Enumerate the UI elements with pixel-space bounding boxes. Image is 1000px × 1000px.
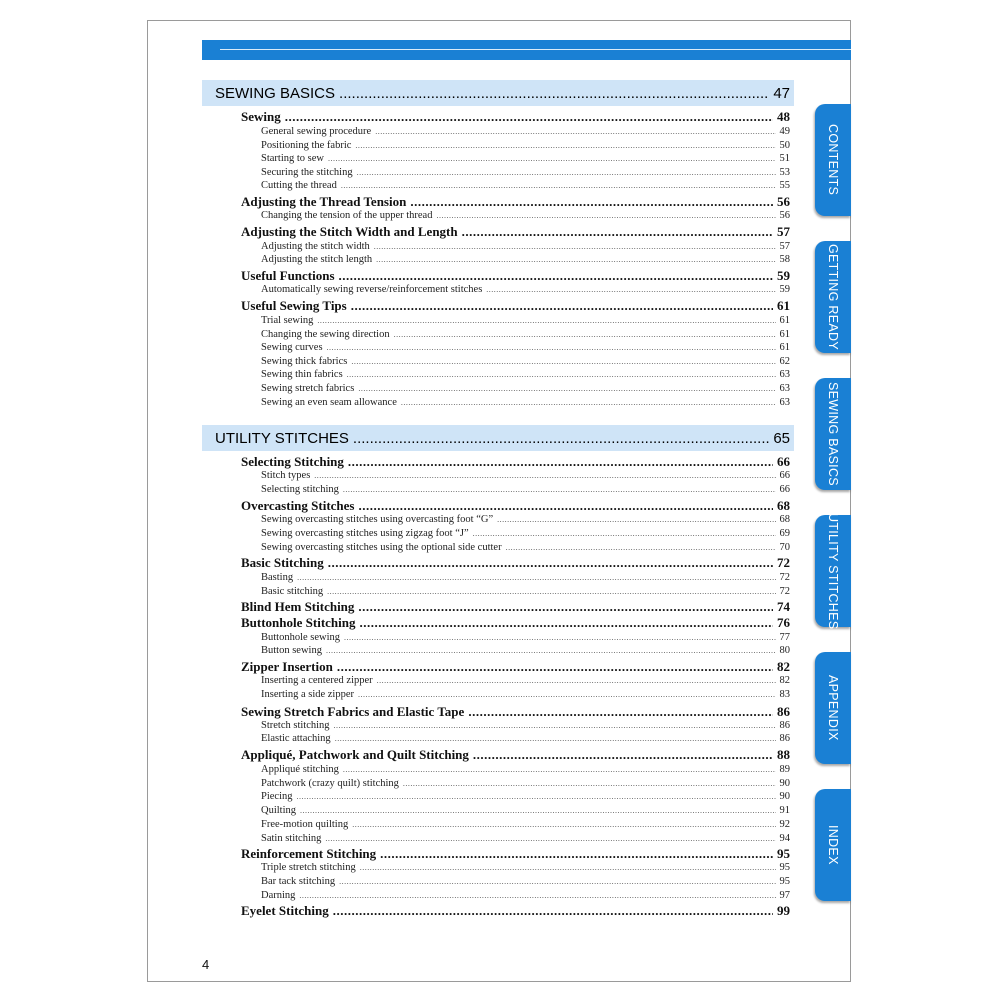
entry-page: 72 [779,586,790,597]
entry-page: 95 [779,876,790,887]
entry-label: Inserting a centered zipper [261,675,373,686]
leader-dots [468,704,773,719]
toc-subentry[interactable] [261,355,790,368]
toc-subentry[interactable] [261,152,790,165]
toc-subentry[interactable] [261,644,790,657]
tab-getting-ready[interactable] [815,241,851,353]
toc-entry[interactable] [241,704,790,719]
toc-subentry[interactable] [261,283,790,296]
entry-label: Inserting a side zipper [261,689,355,700]
entry-label: Selecting Stitching [241,454,344,469]
leader-dots [360,861,776,874]
leader-dots [327,341,776,354]
toc-entry[interactable] [241,615,790,630]
entry-label: Changing the tension of the upper thread [261,210,433,221]
leader-dots [353,426,769,452]
section-title: UTILITY STITCHES [215,430,349,447]
entry-label: Selecting stitching [261,484,339,495]
leader-dots [344,631,775,644]
entry-page: 94 [779,833,790,844]
entry-page: 80 [779,645,790,656]
entry-page: 92 [779,819,790,830]
section-page: 65 [773,430,790,447]
toc-subentry[interactable] [261,396,790,409]
entry-label: Sewing thick fabrics [261,356,348,367]
tab-appendix[interactable] [815,652,851,764]
leader-dots [486,283,775,296]
entry-page: 63 [779,383,790,394]
entry-label: Satin stitching [261,833,322,844]
entry-label: Button sewing [261,645,322,656]
entry-page: 69 [779,528,790,539]
leader-dots [299,889,775,902]
toc-subentry[interactable] [261,719,790,732]
entry-label: Sewing Stretch Fabrics and Elastic Tape [241,704,465,719]
entry-label: Sewing thin fabrics [261,369,343,380]
tab-utility-stitches[interactable] [815,512,851,630]
toc-subentry[interactable] [261,875,790,888]
entry-label: Positioning the fabric [261,140,352,151]
toc-subentry[interactable] [261,818,790,831]
entry-label: Elastic attaching [261,733,331,744]
leader-dots [326,644,776,657]
toc-subentry[interactable] [261,631,790,644]
entry-page: 66 [779,484,790,495]
entry-label: Basic Stitching [241,555,324,570]
entry-page: 61 [777,298,790,313]
entry-page: 74 [777,599,790,614]
toc-subentry[interactable] [261,732,790,745]
toc-entry[interactable] [241,747,790,762]
tab-sewing-basics[interactable] [815,378,851,490]
leader-dots [285,109,773,124]
leader-dots [334,719,776,732]
entry-label: Adjusting the Stitch Width and Length [241,224,458,239]
leader-dots [360,615,774,630]
entry-label: Buttonhole Stitching [241,615,356,630]
entry-page: 51 [779,153,790,164]
toc-subentry[interactable] [261,527,790,540]
toc-subentry[interactable] [261,368,790,381]
entry-page: 58 [779,254,790,265]
entry-page: 83 [779,689,790,700]
toc-subentry[interactable] [261,166,790,179]
entry-label: Quilting [261,805,297,816]
toc-subentry[interactable] [261,585,790,598]
toc-subentry[interactable] [261,328,790,341]
leader-dots [377,674,776,687]
leader-dots [394,328,776,341]
leader-dots [374,240,776,253]
toc-subentry[interactable] [261,382,790,395]
entry-page: 56 [779,210,790,221]
leader-dots [410,194,773,209]
leader-dots [348,454,773,469]
toc-section-utility-stitches[interactable] [215,426,790,452]
toc-subentry[interactable] [261,139,790,152]
entry-page: 86 [779,733,790,744]
leader-dots [325,832,775,845]
leader-dots [347,368,776,381]
entry-page: 89 [779,764,790,775]
leader-dots [358,599,773,614]
toc-subentry[interactable] [261,804,790,817]
entry-label: Adjusting the Thread Tension [241,194,407,209]
tab-label: INDEX [826,825,840,865]
leader-dots [358,382,775,395]
entry-page: 61 [779,342,790,353]
entry-page: 76 [777,615,790,630]
entry-page: 86 [777,704,790,719]
entry-label: Overcasting Stitches [241,498,355,513]
leader-dots [341,179,776,192]
tab-label: APPENDIX [826,675,840,741]
toc-subentry[interactable] [261,674,790,687]
entry-label: Darning [261,890,296,901]
entry-label: Piecing [261,791,293,802]
leader-dots [339,875,775,888]
leader-dots [380,846,773,861]
leader-dots [355,139,775,152]
entry-label: Adjusting the stitch width [261,241,370,252]
toc-subentry[interactable] [261,483,790,496]
entry-page: 66 [779,470,790,481]
toc-subentry[interactable] [261,240,790,253]
entry-label: Useful Sewing Tips [241,298,347,313]
toc-subentry[interactable] [261,209,790,222]
leader-dots [497,513,775,526]
entry-label: Automatically sewing reverse/reinforcement stitches [261,284,483,295]
toc-entry[interactable] [241,109,790,124]
entry-page: 59 [779,284,790,295]
entry-page: 68 [779,514,790,525]
leader-dots [328,152,776,165]
entry-label: Zipper Insertion [241,659,333,674]
toc-subentry[interactable] [261,861,790,874]
leader-dots [317,314,775,327]
toc-subentry[interactable] [261,314,790,327]
entry-label: General sewing procedure [261,126,372,137]
leader-dots [343,763,776,776]
entry-page: 59 [777,268,790,283]
toc-subentry[interactable] [261,571,790,584]
toc-entry[interactable] [241,903,790,918]
toc-entry[interactable] [241,599,790,614]
entry-label: Sewing overcasting stitches using overcasting foot “G” [261,514,494,525]
entry-label: Stitch types [261,470,311,481]
toc-subentry[interactable] [261,832,790,845]
leader-dots [375,125,775,138]
leader-dots [335,732,776,745]
entry-page: 55 [779,180,790,191]
leader-dots [506,541,776,554]
leader-dots [327,585,775,598]
toc-subentry[interactable] [261,763,790,776]
toc-subentry[interactable] [261,125,790,138]
entry-page: 72 [779,572,790,583]
entry-page: 70 [779,542,790,553]
entry-label: Securing the stitching [261,167,353,178]
entry-page: 90 [779,791,790,802]
toc-section-sewing-basics[interactable] [215,81,790,107]
leader-dots [297,790,776,803]
entry-label: Useful Functions [241,268,335,283]
leader-dots [403,777,776,790]
entry-page: 61 [779,329,790,340]
entry-page: 68 [777,498,790,513]
entry-label: Basic stitching [261,586,324,597]
entry-label: Sewing an even seam allowance [261,397,397,408]
entry-page: 57 [777,224,790,239]
toc-subentry[interactable] [261,469,790,482]
leader-dots [462,224,773,239]
leader-dots [357,166,776,179]
leader-dots [352,818,775,831]
leader-dots [401,396,776,409]
tab-index[interactable] [815,789,851,901]
entry-page: 62 [779,356,790,367]
entry-page: 77 [779,632,790,643]
toc-entry[interactable] [241,498,790,513]
toc-subentry[interactable] [261,253,790,266]
header-bar [202,40,851,60]
entry-page: 99 [777,903,790,918]
entry-label: Cutting the thread [261,180,337,191]
entry-label: Free-motion quilting [261,819,349,830]
toc-entry[interactable] [241,555,790,570]
entry-page: 82 [777,659,790,674]
entry-label: Sewing overcasting stitches using the optional side cutter [261,542,502,553]
entry-page: 53 [779,167,790,178]
leader-dots [297,571,775,584]
toc-entry[interactable] [241,298,790,313]
leader-dots [333,903,773,918]
entry-label: Sewing stretch fabrics [261,383,355,394]
toc-subentry[interactable] [261,341,790,354]
entry-page: 56 [777,194,790,209]
entry-label: Sewing curves [261,342,323,353]
toc-subentry[interactable] [261,790,790,803]
entry-page: 63 [779,369,790,380]
tab-label: CONTENTS [826,124,840,196]
entry-page: 61 [779,315,790,326]
entry-page: 88 [777,747,790,762]
toc-subentry[interactable] [261,541,790,554]
tab-label: UTILITY STITCHES [826,512,840,630]
toc-entry[interactable] [241,659,790,674]
entry-page: 50 [779,140,790,151]
entry-label: Triple stretch stitching [261,862,356,873]
entry-page: 72 [777,555,790,570]
leader-dots [328,555,773,570]
entry-label: Appliqué, Patchwork and Quilt Stitching [241,747,469,762]
entry-page: 66 [777,454,790,469]
entry-label: Basting [261,572,294,583]
entry-label: Changing the sewing direction [261,329,390,340]
entry-page: 91 [779,805,790,816]
leader-dots [436,209,775,222]
toc-subentry[interactable] [261,179,790,192]
toc-entry[interactable] [241,224,790,239]
leader-dots [339,268,773,283]
entry-page: 95 [779,862,790,873]
entry-page: 97 [779,890,790,901]
leader-dots [337,659,773,674]
section-title: SEWING BASICS [215,85,336,102]
toc-entry[interactable] [241,194,790,209]
entry-label: Appliqué stitching [261,764,339,775]
leader-dots [351,355,775,368]
leader-dots [358,688,775,701]
entry-page: 95 [777,846,790,861]
toc-subentry[interactable] [261,688,790,701]
page-number: 4 [202,957,210,972]
entry-label: Bar tack stitching [261,876,336,887]
leader-dots [351,298,773,313]
leader-dots [376,253,775,266]
entry-label: Trial sewing [261,315,314,326]
entry-label: Stretch stitching [261,720,330,731]
entry-label: Blind Hem Stitching [241,599,355,614]
entry-page: 86 [779,720,790,731]
section-page: 47 [773,85,790,102]
entry-label: Buttonhole sewing [261,632,341,643]
toc-entry[interactable] [241,268,790,283]
entry-label: Eyelet Stitching [241,903,329,918]
entry-label: Adjusting the stitch length [261,254,373,265]
leader-dots [473,747,773,762]
entry-page: 63 [779,397,790,408]
leader-dots [314,469,775,482]
leader-dots [359,498,774,513]
tab-label: SEWING BASICS [826,382,840,486]
toc-entry[interactable] [241,454,790,469]
tab-label: GETTING READY [826,244,840,350]
entry-page: 48 [777,109,790,124]
entry-page: 82 [779,675,790,686]
leader-dots [473,527,776,540]
toc-entry[interactable] [241,846,790,861]
entry-label: Starting to sew [261,153,324,164]
toc-subentry[interactable] [261,513,790,526]
toc-subentry[interactable] [261,777,790,790]
leader-dots [339,81,769,107]
entry-label: Sewing overcasting stitches using zigzag foot “J” [261,528,469,539]
leader-dots [300,804,775,817]
leader-dots [343,483,776,496]
entry-label: Patchwork (crazy quilt) stitching [261,778,399,789]
entry-page: 49 [779,126,790,137]
tab-contents[interactable] [815,104,851,216]
toc-subentry[interactable] [261,889,790,902]
entry-label: Sewing [241,109,281,124]
entry-label: Reinforcement Stitching [241,846,377,861]
entry-page: 57 [779,241,790,252]
entry-page: 90 [779,778,790,789]
